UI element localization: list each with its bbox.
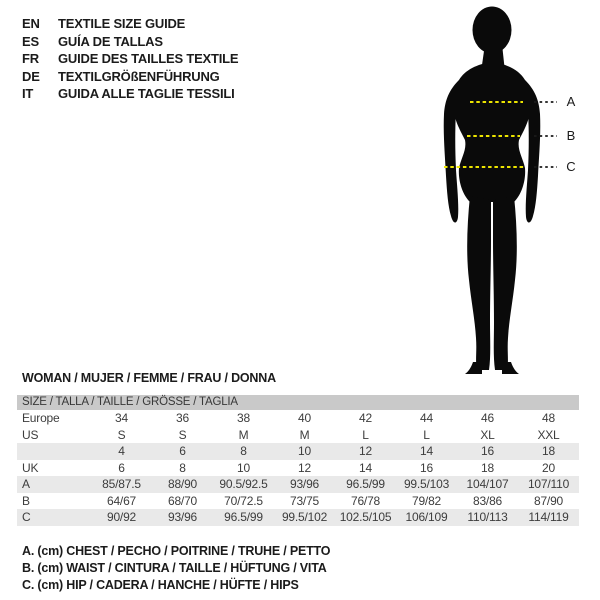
table-cell: 85/87.5 <box>102 477 141 491</box>
table-row-label: A <box>22 477 30 491</box>
table-cell: 16 <box>420 460 433 475</box>
table-cell: M <box>299 427 310 442</box>
lang-row-it <box>22 85 238 103</box>
table-cell: 104/107 <box>466 477 509 491</box>
table-row <box>17 476 579 493</box>
legend-waist: B. (cm) WAIST / CINTURA / TAILLE / HÜFTUNG / VITA <box>22 561 327 575</box>
table-cell: 99.5/103 <box>403 477 450 491</box>
table-cell: 46 <box>481 411 494 425</box>
table-cell: 18 <box>481 460 494 475</box>
table-cell: 83/86 <box>472 493 503 508</box>
table-cell: 10 <box>298 444 311 458</box>
table-cell: 114/119 <box>528 510 569 524</box>
table-cell: 88/90 <box>167 477 198 491</box>
table-cell: 64/67 <box>106 493 137 508</box>
table-cell: 12 <box>359 444 372 458</box>
table-row-label: UK <box>22 460 39 475</box>
table-cell: 102.5/105 <box>339 510 392 524</box>
legend-chest: A. (cm) CHEST / PECHO / POITRINE / TRUHE / PETTO <box>22 544 331 558</box>
table-cell: XXL <box>537 427 560 442</box>
language-title-block <box>22 15 238 103</box>
table-cell: 93/96 <box>289 477 320 491</box>
measure-label-c: C <box>566 159 576 174</box>
table-cell: L <box>362 427 369 442</box>
section-heading-woman: WOMAN / MUJER / FEMME / FRAU / DONNA <box>22 371 276 385</box>
table-row <box>17 509 579 526</box>
lang-code: EN <box>22 16 40 32</box>
table-row-label: US <box>22 427 39 442</box>
table-cell: 79/82 <box>411 493 442 508</box>
table-cell: L <box>423 427 430 442</box>
table-cell: 6 <box>179 444 186 458</box>
table-cell: 8 <box>179 460 186 475</box>
table-cell: 16 <box>481 444 494 458</box>
table-row <box>17 460 579 477</box>
lang-label: GUÍA DE TALLAS <box>58 33 163 49</box>
measure-label-b: B <box>566 128 576 143</box>
woman-silhouette <box>444 7 541 375</box>
table-cell: 14 <box>420 444 433 458</box>
table-cell: S <box>117 427 126 442</box>
table-row-label: C <box>22 510 31 524</box>
table-row-label <box>17 443 91 460</box>
table-cell: 38 <box>237 411 250 425</box>
table-cell: 70/72.5 <box>224 493 263 508</box>
table-cell: 10 <box>237 460 250 475</box>
lang-label: GUIDE DES TAILLES TEXTILE <box>58 51 239 67</box>
lang-row-en <box>22 15 238 33</box>
size-table <box>17 395 579 526</box>
lang-row-fr <box>22 50 238 68</box>
lang-code: DE <box>22 68 40 84</box>
table-cell: S <box>178 427 187 442</box>
table-cell: 99.5/102 <box>281 510 328 524</box>
table-cell: 14 <box>359 460 372 475</box>
table-cell: 34 <box>115 411 128 425</box>
table-cell: 42 <box>359 411 372 425</box>
table-cell: 96.5/99 <box>346 477 385 491</box>
size-table-body <box>17 410 579 526</box>
table-cell: 40 <box>298 411 311 425</box>
table-row <box>17 493 579 510</box>
table-cell: 107/110 <box>527 477 570 491</box>
table-cell: 48 <box>542 411 555 425</box>
woman-silhouette-figure <box>415 0 600 380</box>
table-cell: 90.5/92.5 <box>219 477 268 491</box>
table-row <box>17 427 579 444</box>
table-row <box>17 443 579 460</box>
table-cell: 8 <box>240 444 247 458</box>
legend-hip: C. (cm) HIP / CADERA / HANCHE / HÜFTE / HIPS <box>22 578 299 592</box>
table-cell: 87/90 <box>533 493 564 508</box>
table-cell: 12 <box>298 460 311 475</box>
table-cell: 76/78 <box>350 493 381 508</box>
size-table-header: SIZE / TALLA / TAILLE / GRÖSSE / TAGLIA <box>17 395 579 410</box>
table-cell: 20 <box>542 460 555 475</box>
table-cell: 18 <box>542 444 555 458</box>
table-cell: 36 <box>176 411 189 425</box>
lang-code: IT <box>22 86 34 102</box>
table-cell: 106/109 <box>405 510 448 524</box>
table-row <box>17 410 579 427</box>
table-cell: 68/70 <box>167 493 198 508</box>
lang-code: FR <box>22 51 39 67</box>
lang-label: TEXTILE SIZE GUIDE <box>58 16 186 32</box>
table-row-label: Europe <box>22 411 60 425</box>
table-cell: M <box>238 427 249 442</box>
table-cell: 6 <box>118 460 125 475</box>
table-cell: 90/92 <box>106 510 137 524</box>
table-cell: 93/96 <box>167 510 198 524</box>
table-cell: XL <box>480 427 495 442</box>
table-cell: 73/75 <box>289 493 320 508</box>
lang-label: GUIDA ALLE TAGLIE TESSILI <box>58 86 235 102</box>
lang-label: TEXTILGRÖßENFÜHRUNG <box>58 68 220 84</box>
table-cell: 4 <box>118 444 125 458</box>
table-cell: 44 <box>420 411 433 425</box>
table-row-label: B <box>22 493 30 508</box>
table-cell: 110/113 <box>467 510 508 524</box>
lang-code: ES <box>22 33 39 49</box>
lang-row-es <box>22 33 238 51</box>
measure-label-a: A <box>566 94 576 109</box>
lang-row-de <box>22 68 238 86</box>
measurement-legend <box>22 543 330 594</box>
table-cell: 96.5/99 <box>224 510 263 524</box>
